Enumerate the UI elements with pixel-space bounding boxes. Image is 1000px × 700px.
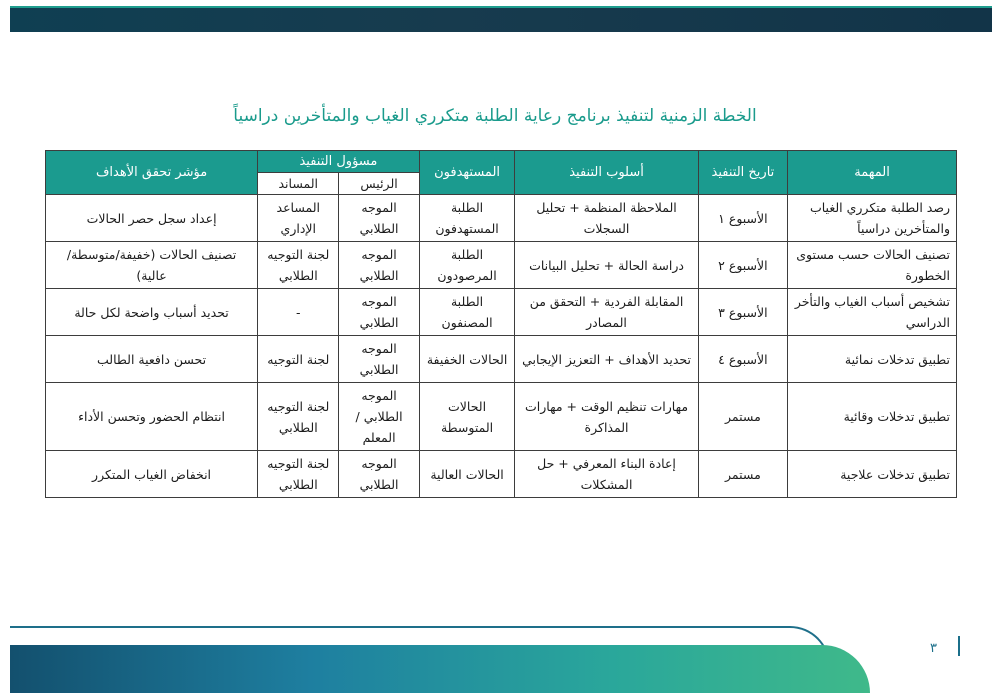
cell-main: الموجه الطلابي bbox=[339, 289, 419, 336]
cell-indicator: انخفاض الغياب المتكرر bbox=[46, 451, 258, 498]
cell-target: الحالات المتوسطة bbox=[419, 383, 515, 451]
cell-task: تطبيق تدخلات نمائية bbox=[788, 336, 957, 383]
cell-task: تطبيق تدخلات وقائية bbox=[788, 383, 957, 451]
cell-date: مستمر bbox=[698, 383, 788, 451]
header-responsible: مسؤول التنفيذ bbox=[258, 151, 420, 173]
cell-main: الموجه الطلابي bbox=[339, 195, 419, 242]
cell-main: الموجه الطلابي bbox=[339, 451, 419, 498]
table-row bbox=[46, 451, 957, 498]
page-title: الخطة الزمنية لتنفيذ برنامج رعاية الطلبة متكرري الغياب والمتأخرين دراسياً bbox=[233, 106, 757, 126]
cell-date: الأسبوع ١ bbox=[698, 195, 788, 242]
cell-method: دراسة الحالة + تحليل البيانات bbox=[515, 242, 698, 289]
table-row bbox=[46, 383, 957, 451]
cell-date: مستمر bbox=[698, 451, 788, 498]
cell-date: الأسبوع ٢ bbox=[698, 242, 788, 289]
top-banner bbox=[10, 6, 992, 32]
header-indicator: مؤشر تحقق الأهداف bbox=[46, 151, 258, 195]
cell-target: الحالات العالية bbox=[419, 451, 515, 498]
cell-method: المقابلة الفردية + التحقق من المصادر bbox=[515, 289, 698, 336]
cell-support: لجنة التوجيه الطلابي bbox=[258, 383, 339, 451]
table-row bbox=[46, 336, 957, 383]
cell-indicator: تحديد أسباب واضحة لكل حالة bbox=[46, 289, 258, 336]
plan-table bbox=[45, 150, 957, 498]
cell-task: تطبيق تدخلات علاجية bbox=[788, 451, 957, 498]
header-target: المستهدفون bbox=[419, 151, 515, 195]
cell-support: المساعد الإداري bbox=[258, 195, 339, 242]
cell-task: رصد الطلبة متكرري الغياب والمتأخرين دراسياً bbox=[788, 195, 957, 242]
header-support: المساند bbox=[258, 173, 339, 195]
cell-target: الطلبة المرصودون bbox=[419, 242, 515, 289]
cell-support: لجنة التوجيه الطلابي bbox=[258, 451, 339, 498]
cell-task: تصنيف الحالات حسب مستوى الخطورة bbox=[788, 242, 957, 289]
page-number: ٣ bbox=[930, 641, 937, 656]
cell-support: لجنة التوجيه الطلابي bbox=[258, 242, 339, 289]
cell-main: الموجه الطلابي bbox=[339, 336, 419, 383]
cell-method: تحديد الأهداف + التعزيز الإيجابي bbox=[515, 336, 698, 383]
table-row bbox=[46, 242, 957, 289]
cell-indicator: تحسن دافعية الطالب bbox=[46, 336, 258, 383]
cell-indicator: إعداد سجل حصر الحالات bbox=[46, 195, 258, 242]
cell-date: الأسبوع ٣ bbox=[698, 289, 788, 336]
cell-indicator: انتظام الحضور وتحسن الأداء bbox=[46, 383, 258, 451]
footer-band bbox=[10, 645, 870, 693]
cell-target: الحالات الخفيفة bbox=[419, 336, 515, 383]
header-method: أسلوب التنفيذ bbox=[515, 151, 698, 195]
table-row bbox=[46, 195, 957, 242]
cell-main: الموجه الطلابي bbox=[339, 242, 419, 289]
cell-indicator: تصنيف الحالات (خفيفة/متوسطة/عالية) bbox=[46, 242, 258, 289]
cell-method: إعادة البناء المعرفي + حل المشكلات bbox=[515, 451, 698, 498]
cell-target: الطلبة المستهدفون bbox=[419, 195, 515, 242]
header-date: تاريخ التنفيذ bbox=[698, 151, 788, 195]
cell-support: لجنة التوجيه bbox=[258, 336, 339, 383]
cell-support: - bbox=[258, 289, 339, 336]
cell-method: مهارات تنظيم الوقت + مهارات المذاكرة bbox=[515, 383, 698, 451]
header-main: الرئيس bbox=[339, 173, 419, 195]
cell-method: الملاحظة المنظمة + تحليل السجلات bbox=[515, 195, 698, 242]
cell-main: الموجه الطلابي / المعلم bbox=[339, 383, 419, 451]
cell-date: الأسبوع ٤ bbox=[698, 336, 788, 383]
header-task: المهمة bbox=[788, 151, 957, 195]
page-separator bbox=[958, 636, 960, 656]
cell-target: الطلبة المصنفون bbox=[419, 289, 515, 336]
table-row bbox=[46, 289, 957, 336]
cell-task: تشخيص أسباب الغياب والتأخر الدراسي bbox=[788, 289, 957, 336]
